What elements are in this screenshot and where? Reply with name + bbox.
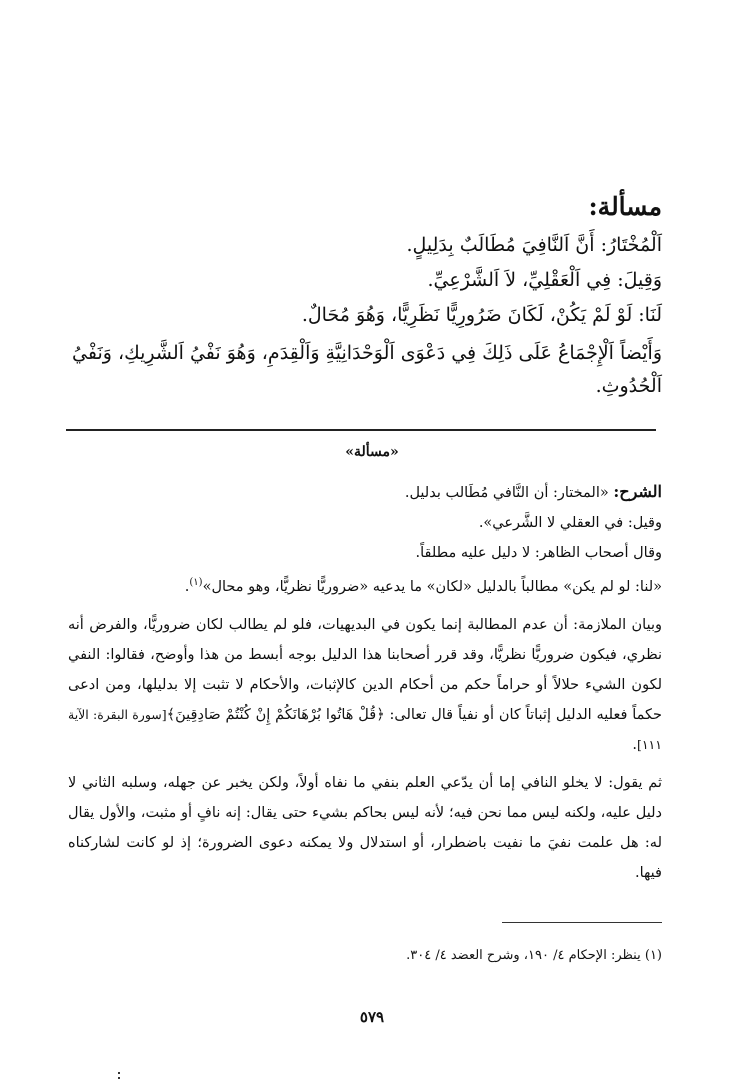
matn-text — [62, 228, 662, 403]
commentary-line: وقيل: في العقلي لا الشَّرعي». — [478, 515, 662, 531]
commentary-paragraph — [68, 610, 662, 760]
commentary-label: الشرح: — [613, 482, 662, 501]
commentary-paragraph-text: وبيان الملازمة: أن عدم المطالبة إنما يكون في البديهيات، فلو لم يطالب لكان ضروريًّا، والفرض أنه نظري، فيكون ضروريًّا نظريًّا، وقد قرر أصحابنا هذا الدليل بوجه أبسط من هذا وأوضح، فقالوا: النفي لكون الشيء حلالاً أو حراماً حكم من أحكام الدين كالإثبات، والأحكام لا تثبت إلا بدليلها، ومن ادعى حكماً فعليه الدليل إثباتاً كان أو نفياً قال تعالى: ﴿قُلْ هَاتُوا بُرْهَانَكُمْ إِنْ كُنْتُمْ صَادِقِينَ﴾ — [68, 616, 662, 723]
matn-line: لَنَا: لَوْ لَمْ يَكُنْ، لَكَانَ ضَرُورِيًّا نَظَرِيًّا، وَهُوَ مُحَالٌ. — [301, 304, 662, 326]
section-heading: مسألة: — [588, 192, 662, 221]
footnote-ref[interactable]: (١) — [189, 577, 203, 588]
section-divider — [66, 429, 656, 431]
matn-line: اَلْمُخْتَارُ: أَنَّ اَلنَّافِيَ مُطَالَبٌ بِدَلِيلٍ. — [406, 234, 662, 256]
page-number: ٥٧٩ — [359, 1008, 385, 1026]
commentary-text — [68, 477, 662, 888]
commentary-line-text: «المختار: أن النَّافي مُطَالب بدليل. — [404, 485, 609, 501]
footnote-divider — [502, 922, 662, 923]
commentary-line — [68, 477, 662, 508]
footnote: (١) ينظر: الإحكام ٤/ ١٩٠، وشرح العضد ٤/ ٣٠٤. — [406, 948, 662, 963]
commentary-subheading: «مسألة» — [345, 444, 399, 460]
commentary-paragraph-end: . — [632, 736, 637, 753]
matn-line: وَقِيلَ: فِي اَلْعَقْلِيِّ، لاَ اَلشَّرْعِيِّ. — [427, 269, 662, 291]
commentary-line-text: «لنا: لو لم يكن» مطالباً بالدليل «لكان» ما يدعيه «ضروريًّا نظريًّا، وهو محال» — [202, 578, 662, 595]
commentary-line — [68, 568, 662, 602]
scan-speck — [118, 1072, 121, 1080]
matn-line: وَأَيْضاً اَلْإِجْمَاعُ عَلَى ذَلِكَ فِي دَعْوَى اَلْوَحْدَانِيَّةِ وَاَلْقِدَمِ، وَهُوَ نَفْيُ اَلشَّرِيكِ، وَنَفْيُ اَلْحُدُوثِ. — [72, 342, 662, 397]
commentary-line: وقال أصحاب الظاهر: لا دليل عليه مطلقاً. — [415, 545, 662, 561]
commentary-line-end: . — [184, 578, 190, 595]
commentary-paragraph: ثم يقول: لا يخلو النافي إما أن يدّعي العلم بنفي ما نفاه أولاً، ولكن يخبر عن جهله، وسلبه الثاني لا دليل عليه، ولكنه ليس مما نحن فيه؛ لأنه ليس بحاكم بشيء حتى يقال: إنه نافٍ أو مثبت، والأول يقال له: هل علمت نفيَ ما نفيت باضطرار، أو استدلال ولا يمكنه دعوى الضرورة؛ إذ لو كانت لشاركناه فيها. — [68, 774, 662, 881]
quran-reference: [سورة البقرة: الآية ١١١] — [68, 706, 662, 752]
